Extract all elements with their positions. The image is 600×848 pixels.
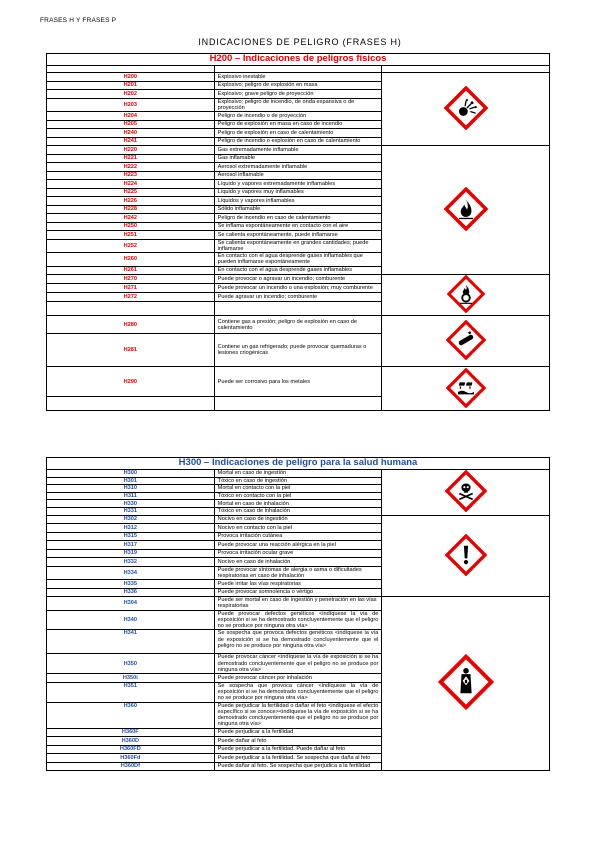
- health-hazard-icon: [438, 654, 494, 710]
- pictogram-cell: [382, 73, 550, 146]
- hazard-code: H240: [47, 129, 215, 138]
- hazard-text: Explosivo; peligro de incendio, de onda expansiva o de proyección: [214, 98, 382, 112]
- hazard-text: Líquido y vapores muy inflamables: [214, 188, 382, 197]
- hazard-text: Nocivo en caso de ingestión: [214, 515, 382, 524]
- hazard-text: Mortal en caso de inhalación: [214, 500, 382, 508]
- hazard-code: H220: [47, 146, 215, 155]
- hazard-text: Puede provocar o agravar un incendio; comburente: [214, 275, 382, 284]
- hazard-text: Sólido inflamable: [214, 205, 382, 214]
- hazard-text: Puede provocar defectos genéticos <indíquese la vía de exposición si se ha demostrado concluyentemente que el peligro no se produce por ninguna otra vía>: [214, 610, 382, 630]
- hazard-code: H224: [47, 180, 215, 189]
- hazard-text: Puede perjudicar a la fertilidad. Se sospecha que daña al feto: [214, 754, 382, 763]
- hazard-code: H340: [47, 610, 215, 630]
- pictogram-cell: [382, 597, 550, 771]
- hazard-code: H302: [47, 515, 215, 524]
- hazard-code: H241: [47, 137, 215, 146]
- hazard-code: H222: [47, 163, 215, 172]
- hazard-code: H341: [47, 630, 215, 654]
- hazard-text: Se calienta espontáneamente en grandes cantidades; puede inflamarse: [214, 239, 382, 253]
- hazard-text: Líquido y vapores extremadamente inflamables: [214, 180, 382, 189]
- hazard-code: H304: [47, 597, 215, 611]
- corrosion-icon: [446, 368, 486, 408]
- hazard-code: H315: [47, 532, 215, 541]
- hazard-text: Puede perjudicar a la fertilidad. Puede dañar al feto: [214, 745, 382, 754]
- hazard-text: Puede perjudicar la fertilidad o dañar el feto <indíquese el efecto específico si se conoce><indíquese la vía de exposición si se ha demostrado concluyentemente que el peligro no se produce por ninguna otra vía>: [214, 702, 382, 728]
- hazard-code: H317: [47, 541, 215, 550]
- hazard-code: H360Fd: [47, 754, 215, 763]
- hazard-text: Peligro de incendio o explosión en caso de calentamiento: [214, 137, 382, 146]
- hazard-code: H360D: [47, 737, 215, 746]
- hazard-code: H242: [47, 214, 215, 223]
- document-header: FRASES H Y FRASES P: [40, 17, 117, 24]
- hazard-text: Puede agravar un incendio; comburente: [214, 292, 382, 301]
- hazard-text: Gas inflamable: [214, 154, 382, 163]
- hazard-text: Puede ser mortal en caso de ingestión y penetración en las vías respiratorias: [214, 597, 382, 611]
- hazard-text: Contiene un gas refrigerado; puede provocar quemaduras o lesiones criogénicas: [214, 334, 382, 367]
- hazard-text: Puede provocar cáncer por inhalación: [214, 674, 382, 683]
- hazard-code: H203: [47, 98, 215, 112]
- health-hazards-table: [46, 457, 550, 771]
- pictogram-cell: [382, 316, 550, 367]
- pictogram-cell: [382, 367, 550, 411]
- hazard-text: Puede ser corrosivo para los metales: [214, 367, 382, 397]
- hazard-text: Nocivo en contacto con la piel: [214, 524, 382, 533]
- hazard-code: H290: [47, 367, 215, 397]
- pictogram-cell: [382, 275, 550, 316]
- hazard-code: H261: [47, 266, 215, 275]
- hazard-code: H336: [47, 588, 215, 597]
- hazard-text: Puede provocar una reacción alérgica en la piel: [214, 541, 382, 550]
- hazard-code: H330: [47, 500, 215, 508]
- hazard-text: Aerosol inflamable: [214, 171, 382, 180]
- hazard-code: H226: [47, 197, 215, 206]
- hazard-code: H225: [47, 188, 215, 197]
- hazard-text: Explosivo; peligro de explosión en masa: [214, 81, 382, 90]
- hazard-text: Puede provocar cáncer <indíquese la vía de exposición si se ha demostrado concluyentemente que el peligro no se produce por ninguna otra vía>: [214, 654, 382, 674]
- hazard-text: Peligro de incendio en caso de calentamiento: [214, 214, 382, 223]
- hazard-text: Se sospecha que provoca cáncer <indíquese la vía de exposición si se ha demostrado concluyentemente que el peligro no se produce por ninguna otra vía>: [214, 682, 382, 702]
- hazard-code: H270: [47, 275, 215, 284]
- hazard-code: H319: [47, 549, 215, 558]
- hazard-text: Se sospecha que provoca defectos genéticos <indíquese la vía de exposición si se ha demostrado concluyentemente que el peligro no se produce por ninguna otra vía>: [214, 630, 382, 654]
- pictogram-cell: [382, 146, 550, 275]
- hazard-code: H223: [47, 171, 215, 180]
- hazard-code: H360FD: [47, 745, 215, 754]
- hazard-text: En contacto con el agua desprende gases inflamables que pueden inflamarse espontáneamente: [214, 253, 382, 267]
- exclamation-mark-icon: [445, 534, 487, 576]
- hazard-code: H311: [47, 492, 215, 500]
- hazard-text: Provoca irritación ocular grave: [214, 549, 382, 558]
- hazard-text: Tóxico en contacto con la piel: [214, 492, 382, 500]
- hazard-text: Líquidos y vapores inflamables: [214, 197, 382, 206]
- health-section-title: H300 – Indicaciones de peligro para la salud humana: [47, 458, 550, 470]
- hazard-code: H351: [47, 682, 215, 702]
- physical-hazards-table: [46, 53, 550, 411]
- flame-over-circle-icon: [447, 275, 485, 313]
- hazard-text: Nocivo en caso de inhalación: [214, 558, 382, 567]
- hazard-code: H310: [47, 485, 215, 493]
- hazard-text: Puede provocar un incendio o una explosión; muy comburente: [214, 283, 382, 292]
- hazard-code: H360Df: [47, 762, 215, 771]
- hazard-code: H281: [47, 334, 215, 367]
- hazard-code: H252: [47, 239, 215, 253]
- hazard-code: H332: [47, 558, 215, 567]
- hazard-text: Puede provocar síntomas de alergia o asma o dificultades respiratorias en caso de inhalación: [214, 566, 382, 580]
- hazard-text: Puede provocar somnolencia o vértigo: [214, 588, 382, 597]
- hazard-code: H360: [47, 702, 215, 728]
- hazard-code: H205: [47, 120, 215, 129]
- physical-section-title: H200 – Indicaciones de peligros físicos: [47, 54, 550, 66]
- hazard-text: En contacto con el agua desprende gases inflamables: [214, 266, 382, 275]
- hazard-text: Explosivo inestable: [214, 73, 382, 82]
- hazard-text: Peligro de explosión en masa en caso de incendio: [214, 120, 382, 129]
- hazard-code: H272: [47, 292, 215, 301]
- hazard-code: H331: [47, 507, 215, 515]
- hazard-code: H301: [47, 477, 215, 485]
- hazard-text: Puede irritar las vías respiratorias: [214, 580, 382, 589]
- page-title: INDICACIONES DE PELIGRO (FRASES H): [198, 37, 402, 47]
- hazard-text: Provoca irritación cutánea: [214, 532, 382, 541]
- hazard-text: Contiene gas a presión; peligro de explosión en caso de calentamiento: [214, 316, 382, 334]
- explosive-bomb-icon: [444, 86, 488, 130]
- hazard-text: Mortal en contacto con la piel: [214, 485, 382, 493]
- flame-icon: [444, 187, 488, 231]
- hazard-text: Puede perjudicar a la fertilidad: [214, 728, 382, 737]
- hazard-code: H221: [47, 154, 215, 163]
- hazard-code: H360F: [47, 728, 215, 737]
- pictogram-cell: [382, 470, 550, 516]
- hazard-code: H334: [47, 566, 215, 580]
- hazard-text: Puede dañar al feto. Se sospecha que perjudica a la fertilidad: [214, 762, 382, 771]
- hazard-text: Aerosol extremadamente inflamable: [214, 163, 382, 172]
- hazard-text: Explosivo; grave peligro de proyección: [214, 90, 382, 99]
- hazard-text: Mortal en caso de ingestión: [214, 470, 382, 478]
- hazard-code: H204: [47, 112, 215, 121]
- hazard-code: H350: [47, 654, 215, 674]
- hazard-code: H335: [47, 580, 215, 589]
- hazard-text: Peligro de incendio o de proyección: [214, 112, 382, 121]
- hazard-text: Tóxico en caso de ingestión: [214, 477, 382, 485]
- hazard-text: Tóxico en caso de inhalación: [214, 507, 382, 515]
- hazard-code: H312: [47, 524, 215, 533]
- hazard-text: Se calienta espontáneamente, puede inflamarse: [214, 231, 382, 240]
- hazard-code: H251: [47, 231, 215, 240]
- hazard-text: Puede dañar al feto: [214, 737, 382, 746]
- hazard-code: H260: [47, 253, 215, 267]
- hazard-code: H280: [47, 316, 215, 334]
- hazard-code: H228: [47, 205, 215, 214]
- hazard-code: H201: [47, 81, 215, 90]
- hazard-code: H300: [47, 470, 215, 478]
- hazard-code: H271: [47, 283, 215, 292]
- pictogram-cell: [382, 515, 550, 597]
- hazard-code: H202: [47, 90, 215, 99]
- hazard-code: H250: [47, 222, 215, 231]
- skull-crossbones-icon: [445, 470, 487, 512]
- hazard-code: H200: [47, 73, 215, 82]
- hazard-text: Peligro de explosión en caso de calentamiento: [214, 129, 382, 138]
- hazard-code: H350i: [47, 674, 215, 683]
- gas-cylinder-icon: [446, 320, 486, 360]
- hazard-text: Se inflama espontáneamente en contacto con el aire: [214, 222, 382, 231]
- hazard-text: Gas extremadamente inflamable: [214, 146, 382, 155]
